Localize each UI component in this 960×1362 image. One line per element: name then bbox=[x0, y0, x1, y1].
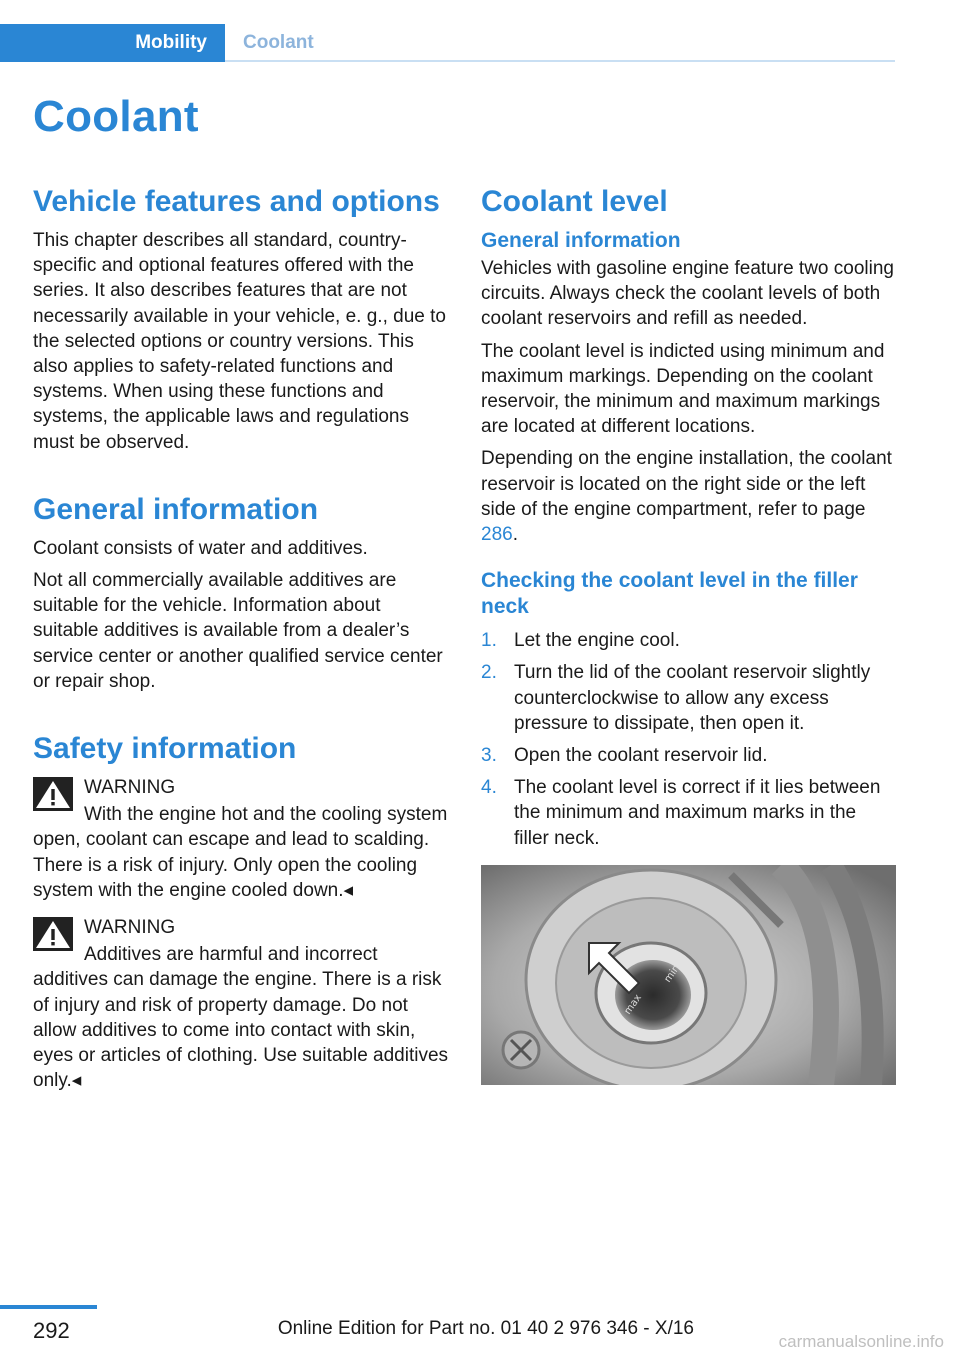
step-text: Open the coolant reservoir lid. bbox=[514, 745, 768, 767]
paragraph-text-end: . bbox=[512, 524, 518, 546]
list-item bbox=[481, 775, 896, 851]
header-tabs bbox=[0, 24, 895, 62]
list-item bbox=[481, 743, 896, 768]
step-text: The coolant level is correct if it lies between the minimum and maximum marks in the filler neck. bbox=[514, 777, 881, 849]
level-paragraph-1: Vehicles with gasoline engine feature two cooling circuits. Always check the coolant levels of both coolant reservoirs and refill as needed. bbox=[481, 258, 894, 330]
warning-triangle-icon bbox=[33, 777, 73, 811]
step-number: 2. bbox=[481, 662, 497, 684]
page-title: Coolant bbox=[33, 92, 199, 141]
footer-bar bbox=[0, 1305, 97, 1309]
warning-text: With the engine hot and the cooling system open, coolant can escape and lead to scalding. There is a risk of injury. Only open the cooling system with the engine cooled down.◂ bbox=[33, 804, 448, 901]
list-item bbox=[481, 660, 896, 736]
general-info-subheading: General information bbox=[481, 229, 681, 252]
features-text: This chapter describes all standard, country-specific and optional features offered with the series. It also describes features that are not necessarily available in your vehicle, e. g., due to the selected options or country versions. This also applies to safety-related functions and systems. When using these functions and systems, the applicable laws and regulations must be observed. bbox=[33, 230, 446, 453]
general-heading: General information bbox=[33, 492, 319, 526]
step-text: Turn the lid of the coolant reservoir slightly counterclockwise to allow any excess pressure to dissipate, then open it. bbox=[514, 662, 871, 734]
steps-list bbox=[481, 628, 896, 851]
watermark: carmanualsonline.info bbox=[778, 1332, 944, 1351]
warning-block bbox=[33, 775, 451, 903]
list-item bbox=[481, 628, 896, 653]
right-column bbox=[481, 182, 896, 1085]
tab-coolant[interactable]: Coolant bbox=[243, 32, 314, 53]
warning-label: WARNING bbox=[84, 777, 176, 799]
warning-triangle-icon bbox=[33, 917, 73, 951]
filler-neck-photo bbox=[481, 865, 896, 1085]
page-link-286[interactable]: 286 bbox=[481, 524, 513, 546]
level-paragraph-2: The coolant level is indicted using minimum and maximum markings. Depending on the coolant reservoir, the minimum and maximum markings are located at different locations. bbox=[481, 340, 885, 438]
page-number: 292 bbox=[33, 1318, 70, 1343]
warning-label: WARNING bbox=[84, 917, 176, 939]
warning-text: Additives are harmful and incorrect additives can damage the engine. There is a risk of injury and risk of property damage. Do not allow additives to come into contact with skin, eyes or articles of clothing. Use suitable additives only.◂ bbox=[33, 944, 449, 1092]
features-heading: Vehicle features and options bbox=[33, 185, 440, 218]
level-paragraph-3 bbox=[481, 446, 896, 547]
general-paragraph-2: Not all commercially available additives are suitable for the vehicle. Information about suitable additives is available from a dealer’s service center or another qualified service center or repair shop. bbox=[33, 570, 443, 692]
header-divider bbox=[225, 60, 895, 62]
edition-text: Online Edition for Part no. 01 40 2 976 346 - X/16 bbox=[277, 1318, 694, 1339]
checking-subheading: Checking the coolant level in the filler neck bbox=[481, 569, 858, 619]
coolant-level-heading: Coolant level bbox=[481, 185, 668, 218]
step-number: 3. bbox=[481, 745, 497, 767]
safety-heading: Safety information bbox=[33, 732, 297, 766]
step-text: Let the engine cool. bbox=[514, 630, 680, 652]
general-paragraph-1: Coolant consists of water and additives. bbox=[33, 537, 368, 559]
step-number: 4. bbox=[481, 777, 497, 799]
min-mark: min bbox=[662, 962, 683, 985]
paragraph-text: Depending on the engine installation, the coolant reservoir is located on the right side or the left side of the engine compartment, refer to page bbox=[481, 448, 892, 520]
warning-block bbox=[33, 915, 451, 1093]
max-mark: max bbox=[622, 992, 644, 1017]
step-number: 1. bbox=[481, 630, 497, 652]
tab-mobility[interactable]: Mobility bbox=[0, 24, 225, 62]
left-column bbox=[33, 182, 451, 1105]
